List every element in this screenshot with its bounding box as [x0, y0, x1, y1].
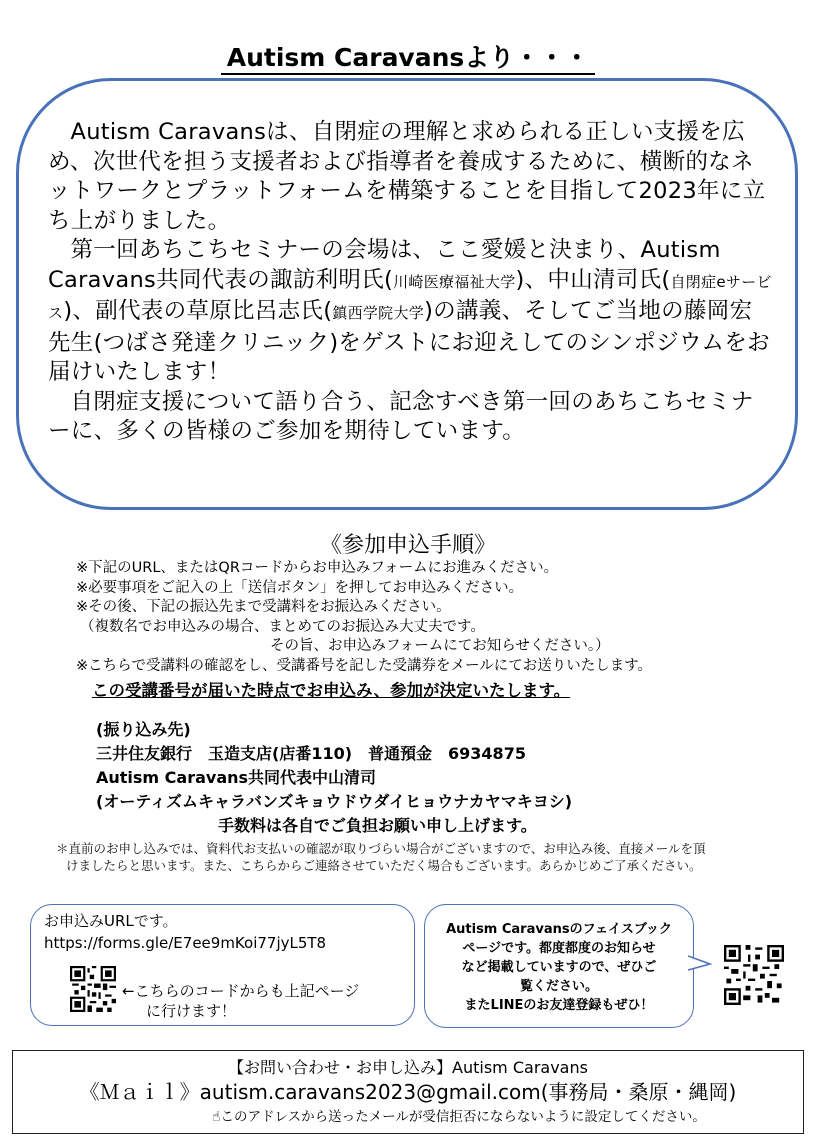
qr-note: に行けます！: [146, 1002, 237, 1020]
fine-print: けましたらと思います。また、こちらからご連絡させていただく場合もございます。あらかじめご了承ください。: [66, 858, 702, 873]
procedure-note: ※必要事項をご記入の上「送信ボタン」を押してお申込みください。: [76, 580, 524, 596]
facebook-info-text: Autism Caravansのフェイスブック ページです。都度都度のお知らせ など掲載していますので、ぜひご 覧ください。 またLINEのお友達登録もぜひ！: [446, 922, 672, 1013]
procedure-note: ※こちらで受講料の確認をし、受講番号を記した受講券をメールにてお送りいたします。: [76, 658, 653, 674]
procedure-heading: 《参加申込手順》: [319, 533, 496, 558]
procedure-note: （複数名でお申込みの場合、まとめてのお振込み大丈夫です。: [80, 619, 485, 635]
fine-print: ＊直前のお申し込みでは、資料代お支払いの確認が取りづらい場合がございますので、お申込み後、直接メールを頂: [56, 841, 706, 856]
procedure-note: ※その後、下記の振込先まで受講料をお振込みください。: [76, 599, 451, 615]
application-url-link[interactable]: https://forms.gle/E7ee9mKoi77jyL5T8: [44, 934, 327, 952]
intro-paragraph-2: 第一回あちこちセミナーの会場は、ここ愛媛と決まり、Autism Caravans共同代表の諏訪利明氏(川崎医療福祉大学)、中山清司氏(自閉症eサービス)、副代表の草原比呂志氏(鎮西学院大学)の講義、そしてご当地の藤岡宏先生(つばさ発達クリニック)をゲストにお迎えしてのシンポジウムをお届けいたします！: [48, 237, 772, 385]
email-setting-note: ☝このアドレスから送ったメールが受信拒否にならないように設定してください。: [212, 1109, 706, 1125]
intro-text: [48, 118, 772, 447]
application-qr-code-icon[interactable]: [70, 966, 116, 1012]
facebook-qr-code-icon[interactable]: [724, 945, 784, 1005]
procedure-note: その旨、お申込みフォームにてお知らせください。）: [270, 638, 610, 654]
url-label: お申込みURLです。: [44, 912, 178, 930]
intro-paragraph-1: Autism Caravansは、自閉症の理解と求められる正しい支援を広め、次世代を担う支援者および指導者を養成するために、横断的なネットワークとプラットフォームを構築することを目指して2023年に立ち上がりました。: [48, 119, 766, 234]
bank-account: 三井住友銀行 玉造支店(店番110) 普通預金 6934875: [96, 744, 526, 763]
pointing-hand-icon: ☝: [212, 1109, 221, 1125]
intro-paragraph-3: 自閉症支援について語り合う、記念すべき第一回のあちこちセミナーに、多くの皆様のご参加を期待しています。: [48, 388, 754, 444]
contact-email[interactable]: 《Ｍａｉｌ》autism.caravans2023@gmail.com(事務局・桑原・縄岡): [79, 1080, 737, 1104]
contact-title: 【お問い合わせ・お申し込み】Autism Caravans: [228, 1058, 588, 1077]
bank-label: (振り込み先): [96, 720, 191, 739]
page-title: Autism Caravansより・・・: [0, 38, 816, 74]
decision-notice: この受講番号が届いた時点でお申込み、参加が決定いたします。: [92, 681, 571, 700]
fee-notice: 手数料は各自でご負担お願い申し上げます。: [218, 816, 537, 835]
bank-holder-kana: (オーティズムキャラバンズキョウドウダイヒョウナカヤマキヨシ): [96, 792, 573, 811]
qr-note: ←こちらのコードからも上記ページ: [122, 982, 360, 1000]
bank-holder: Autism Caravans共同代表中山清司: [96, 768, 377, 787]
procedure-note: ※下記のURL、またはQRコードからお申込みフォームにお進みください。: [76, 560, 559, 576]
